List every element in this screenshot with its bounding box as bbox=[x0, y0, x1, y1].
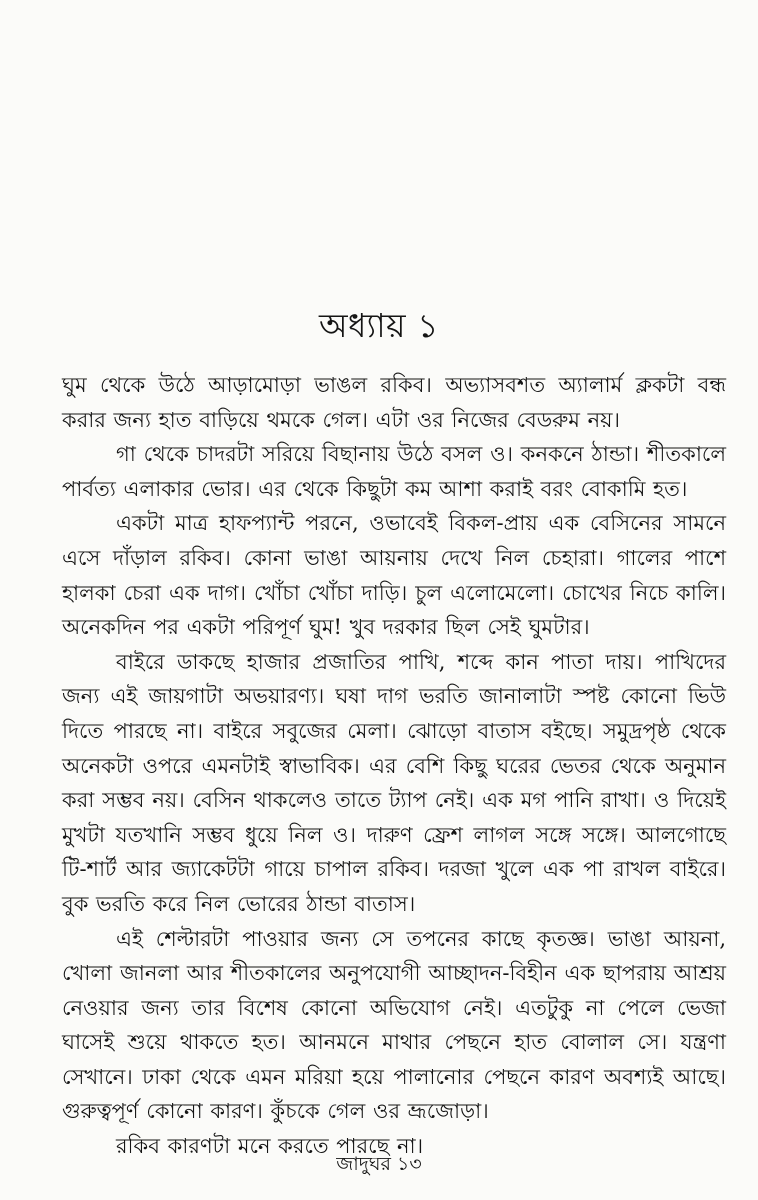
body-text bbox=[62, 368, 726, 1164]
paragraph-1: ঘুম থেকে উঠে আড়ামোড়া ভাঙল রকিব। অভ্যাসবশত অ্যালার্ম ক্লকটা বন্ধ করার জন্য হাত বাড়িয়ে থমকে গেল। এটা ওর নিজের বেডরুম নয়। bbox=[62, 373, 726, 432]
paragraph-3: একটা মাত্র হাফপ্যান্ট পরনে, ওভাবেই বিকল-প্রায় এক বেসিনের সামনে এসে দাঁড়াল রকিব। কোনা ভাঙা আয়নায় দেখে নিল চেহারা। গালের পাশে হালকা চেরা এক দাগ। খোঁচা খোঁচা দাড়ি। চুল এলোমেলো। চোখের নিচে কালি। অনেকদিন পর একটা পরিপূর্ণ ঘুম! খুব দরকার ছিল সেই ঘুমটার। bbox=[62, 511, 726, 640]
paragraph-4: বাইরে ডাকছে হাজার প্রজাতির পাখি, শব্দে কান পাতা দায়। পাখিদের জন্য এই জায়গাটা অভয়ারণ্য। ঘষা দাগ ভরতি জানালাটা স্পষ্ট কোনো ভিউ দিতে পারছে না। বাইরে সবুজের মেলা। ঝোড়ো বাতাস বইছে। সমুদ্রপৃষ্ঠ থেকে অনেকটা ওপরে এমনটাই স্বাভাবিক। এর বেশি কিছু ঘরের ভেতর থেকে অনুমান করা সম্ভব নয়। বেসিন থাকলেও তাতে ট্যাপ নেই। এক মগ পানি রাখা। ও দিয়েই মুখটা যতখানি সম্ভব ধুয়ে নিল ও। দারুণ ফ্রেশ লাগল সঙ্গে সঙ্গে। আলগোছে টি-শার্ট আর জ্যাকেটটা গায়ে চাপাল রকিব। দরজা খুলে এক পা রাখল বাইরে। বুক ভরতি করে নিল ভোরের ঠান্ডা বাতাস। bbox=[62, 649, 726, 916]
page-footer: জাদুঘর ১৩ bbox=[336, 1153, 422, 1175]
chapter-title: অধ্যায় ১ bbox=[318, 306, 440, 345]
paragraph-2: গা থেকে চাদরটা সরিয়ে বিছানায় উঠে বসল ও। কনকনে ঠান্ডা। শীতকালে পার্বত্য এলাকার ভোর। এর থেকে কিছুটা কম আশা করাই বরং বোকামি হত। bbox=[62, 442, 726, 501]
paragraph-6: রকিব কারণটা মনে করতে পারছে না। bbox=[116, 1134, 424, 1159]
paragraph-5: এই শেল্টারটা পাওয়ার জন্য সে তপনের কাছে কৃতজ্ঞ। ভাঙা আয়না, খোলা জানলা আর শীতকালের অনুপযোগী আচ্ছাদন-বিহীন এক ছাপরায় আশ্রয় নেওয়ার জন্য তার বিশেষ কোনো অভিযোগ নেই। এতটুকু না পেলে ভেজা ঘাসেই শুয়ে থাকতে হত। আনমনে মাথার পেছনে হাত বোলাল সে। যন্ত্রণা সেখানে। ঢাকা থেকে এমন মরিয়া হয়ে পালানোর পেছনে কারণ অবশ্যই আছে। গুরুত্বপূর্ণ কোনো কারণ। কুঁচকে গেল ওর ভ্রূজোড়া। bbox=[62, 926, 726, 1124]
